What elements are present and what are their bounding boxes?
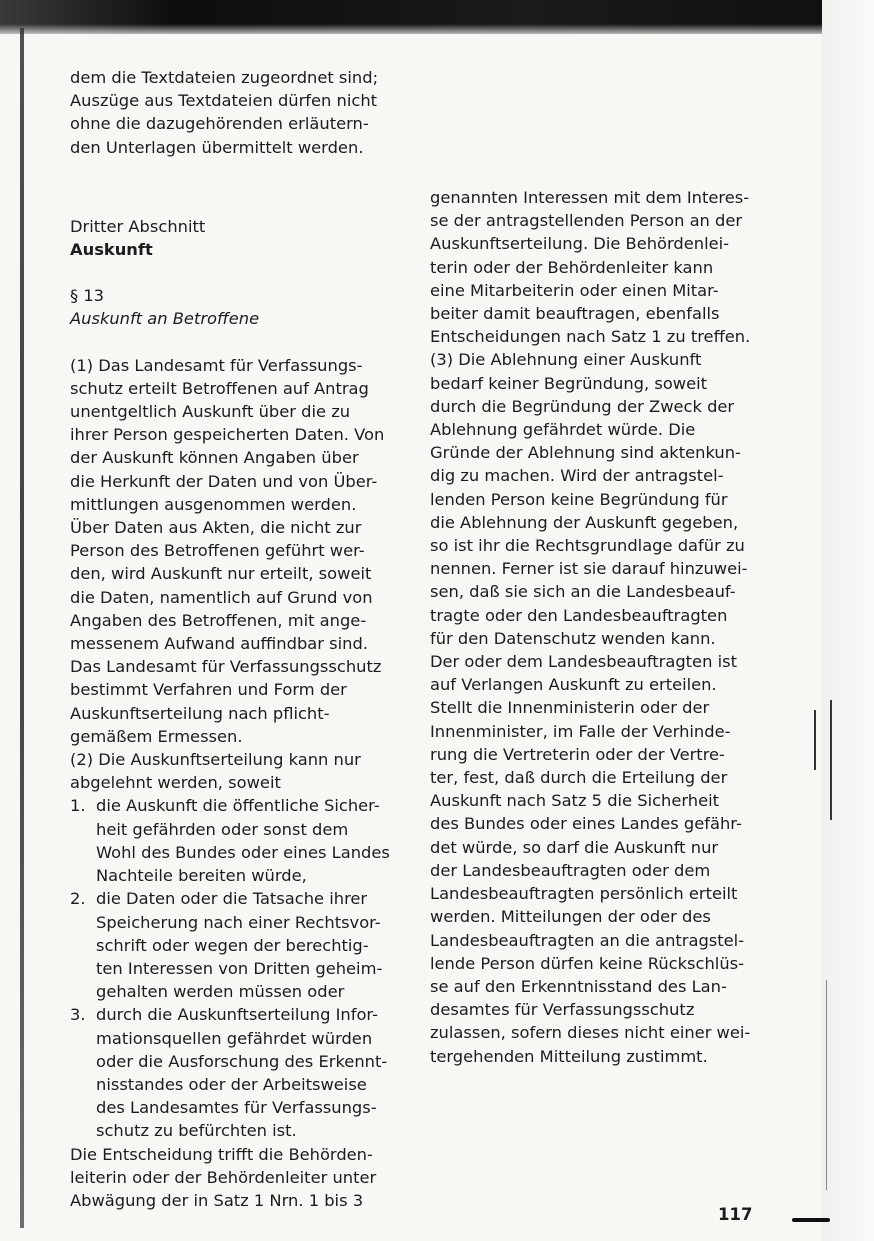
list-item-number: 3. <box>70 1005 86 1025</box>
scan-top-fade <box>0 24 874 38</box>
list-item <box>70 1003 410 1142</box>
paragraph-number: § 13 <box>70 286 105 306</box>
section-title: Auskunft <box>70 240 153 260</box>
list-item-number: 2. <box>70 889 86 909</box>
right-column <box>430 186 760 1068</box>
intro-text: dem die Textdateien zugeordnet sind; Auszüge aus Textdateien dürfen nicht ohne die dazugehörenden erläutern- den Unterlagen übermittelt werden. <box>70 68 379 157</box>
subsection-2-intro: (2) Die Auskunftserteilung kann nur abgelehnt werden, soweit <box>70 750 361 793</box>
condition-list <box>70 794 410 1142</box>
subsection-2-continuation: genannten Interessen mit dem Interes- se der antragstellenden Person an der Auskunftserteilung. Die Behördenlei- terin oder der Behördenleiter kann eine Mitarbeiterin oder einen Mitar- beiter damit beauftragen, ebenfalls Entscheidungen nach Satz 1 zu treffen. <box>430 188 751 347</box>
scan-right-mark <box>830 700 832 820</box>
scan-right-mark <box>826 980 827 1190</box>
scan-right-margin <box>822 0 874 1241</box>
page-number: 117 <box>718 1205 753 1224</box>
scan-left-binding <box>20 28 24 1228</box>
scan-right-dash <box>792 1218 830 1222</box>
list-item <box>70 794 410 887</box>
list-item-text: die Daten oder die Tatsache ihrer Speicherung nach einer Rechtsvor- schrift oder wegen der berechtig- ten Interessen von Dritten geheim- gehalten werden müssen oder <box>96 889 383 1002</box>
scan-right-mark <box>814 710 816 770</box>
list-item <box>70 887 410 1003</box>
subsection-3: (3) Die Ablehnung einer Auskunft bedarf keiner Begründung, soweit durch die Begründung der Zweck der Ablehnung gefährdet würde. Die Gründe der Ablehnung sind aktenkun- dig zu machen. Wird der antragstel- lenden Person keine Begründung für die Ablehnung der Auskunft gegeben, so ist ihr die Rechtsgrundlage dafür zu nennen. Ferner ist sie darauf hinzuwei- sen, daß sie sich an die Landesbeauf- tragte oder den Landesbeauftragten für den Datenschutz wenden kann. Der oder dem Landesbeauftragten ist auf Verlangen Auskunft zu erteilen. Stellt die Innenministerin oder der Innenminister, im Falle der Verhinde- rung die Vertreterin oder der Vertre- ter, fest, daß durch die Erteilung der Auskunft nach Satz 5 die Sicherheit des Bundes oder eines Landes gefähr- det würde, so darf die Auskunft nur der Landesbeauftragten oder dem Landesbeauftragten persönlich erteilt werden. Mitteilungen der oder des Landesbeauftragten an die antragstel- lende Person dürfen keine Rückschlüs- se auf den Erkenntnisstand des Lan- desamtes für Verfassungsschutz zulassen, sofern dieses nicht einer wei- tergehenden Mitteilung zustimmt. <box>430 350 751 1066</box>
section-label: Dritter Abschnitt <box>70 216 206 236</box>
subsection-1: (1) Das Landesamt für Verfassungs- schutz erteilt Betroffenen auf Antrag unentgeltlich Auskunft über die zu ihrer Person gespeicherten Daten. Von der Auskunft können Angaben über die Herkunft der Daten und von Über- mittlungen ausgenommen werden. Über Daten aus Akten, die nicht zur Person des Betroffenen geführt wer- den, wird Auskunft nur erteilt, soweit die Daten, namentlich auf Grund von Angaben des Betroffenen, mit ange- messenem Aufwand auffindbar sind. Das Landesamt für Verfassungsschutz bestimmt Verfahren und Form der Auskunftserteilung nach pflicht- gemäßem Ermessen. <box>70 355 385 746</box>
paragraph-title: Auskunft an Betroffene <box>70 309 260 329</box>
subsection-2-end: Die Entscheidung trifft die Behörden- leiterin oder der Behördenleiter unter Abwägung der in Satz 1 Nrn. 1 bis 3 <box>70 1144 377 1210</box>
list-item-number: 1. <box>70 796 86 816</box>
list-item-text: durch die Auskunftserteilung Infor- mationsquellen gefährdet würden oder die Ausforschung des Erkennt- nisstandes oder der Arbeitsweise des Landesamtes für Verfassungs- schutz zu befürchten ist. <box>96 1005 388 1141</box>
left-column <box>70 66 410 1212</box>
list-item-text: die Auskunft die öffentliche Sicher- heit gefährden oder sonst dem Wohl des Bundes oder eines Landes Nachteile bereiten würde, <box>96 796 390 886</box>
